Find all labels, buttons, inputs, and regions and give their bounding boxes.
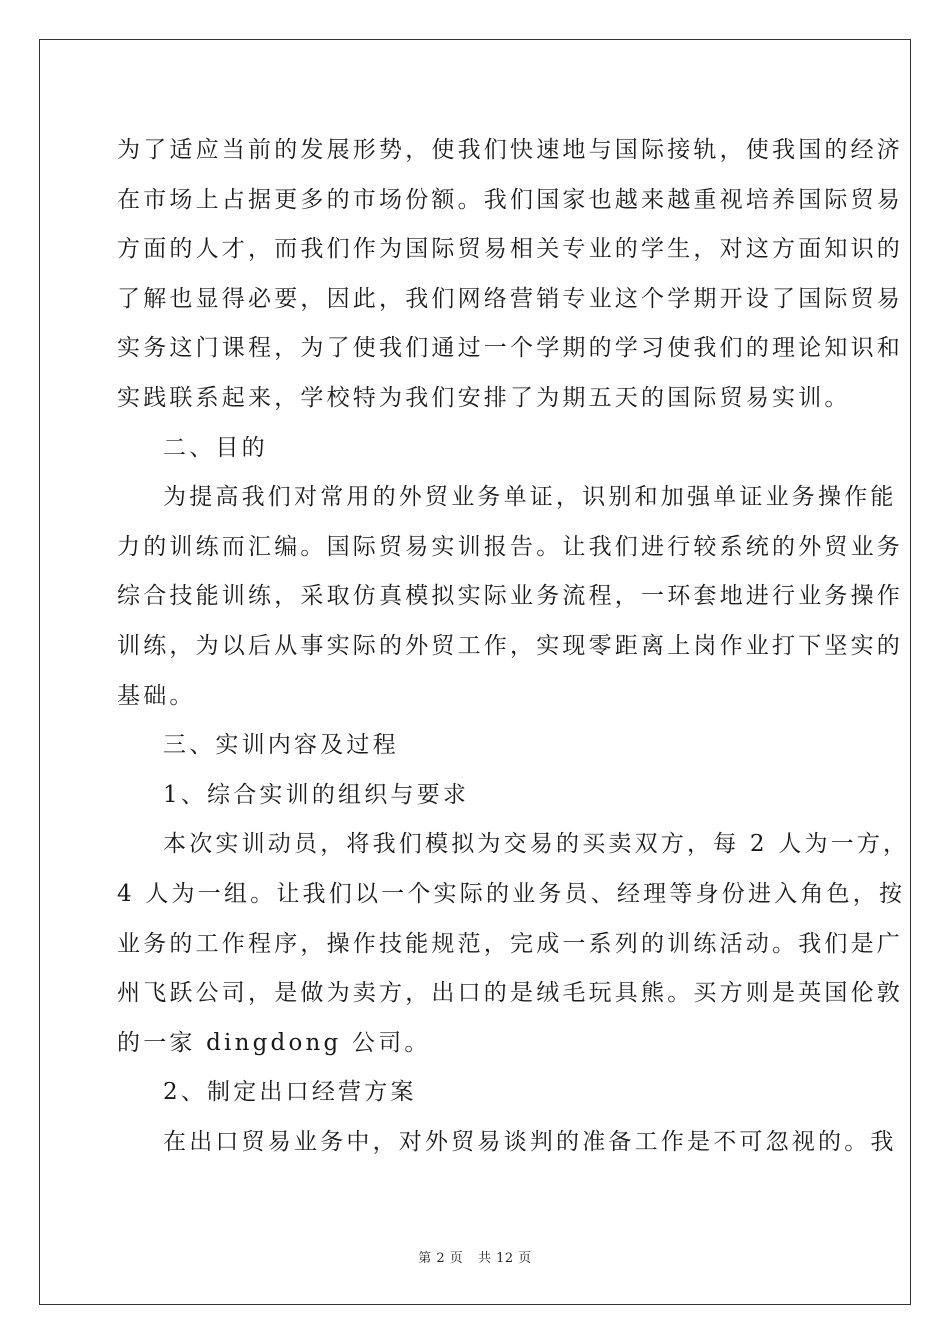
body-line: 力的训练而汇编。国际贸易实训报告。让我们进行较系统的外贸业务 xyxy=(117,533,903,560)
body-line: 业务的工作程序，操作技能规范，完成一系列的训练活动。我们是广 xyxy=(117,930,903,957)
body-line: 州飞跃公司，是做为卖方，出口的是绒毛玩具熊。买方则是英国伦敦 xyxy=(117,980,903,1007)
body-line: 方面的人才，而我们作为国际贸易相关专业的学生，对这方面知识的 xyxy=(117,236,903,263)
page-total: 共 12 页 xyxy=(477,1251,532,1266)
body-line: 了解也显得必要，因此，我们网络营销专业这个学期开设了国际贸易 xyxy=(117,285,903,312)
body-line: 为了适应当前的发展形势，使我们快速地与国际接轨，使我国的经济 xyxy=(117,137,903,163)
body-line: 在出口贸易业务中，对外贸易谈判的准备工作是不可忽视的。我 xyxy=(163,1128,897,1155)
body-line: 综合技能训练，采取仿真模拟实际业务流程，一环套地进行业务操作 xyxy=(117,583,903,610)
body-line: 为提高我们对常用的外贸业务单证，识别和加强单证业务操作能 xyxy=(163,484,897,511)
subsection-heading: 1、综合实训的组织与要求 xyxy=(163,781,470,808)
body-line: 4 人为一组。让我们以一个实际的业务员、经理等身份进入角色，按 xyxy=(117,880,906,907)
body-line: 实践联系起来，学校特为我们安排了为期五天的国际贸易实训。 xyxy=(117,384,851,411)
page-footer xyxy=(0,1247,950,1266)
body-line: 训练，为以后从事实际的外贸工作，实现零距离上岗作业打下坚实的 xyxy=(117,632,903,659)
body-line: 实务这门课程，为了使我们通过一个学期的学习使我们的理论知识和 xyxy=(117,335,903,362)
body-line: 在市场上占据更多的市场份额。我们国家也越来越重视培养国际贸易 xyxy=(117,186,903,213)
body-line: 的一家 dingdong 公司。 xyxy=(117,1029,431,1056)
section-heading: 三、实训内容及过程 xyxy=(163,732,399,759)
subsection-heading: 2、制定出口经营方案 xyxy=(163,1079,417,1106)
body-line: 本次实训动员，将我们模拟为交易的买卖双方，每 2 人为一方， xyxy=(163,831,910,858)
document-body xyxy=(117,126,910,1167)
section-heading: 二、目的 xyxy=(163,434,268,461)
page-number: 第 2 页 xyxy=(418,1251,464,1266)
body-line: 基础。 xyxy=(117,682,196,709)
